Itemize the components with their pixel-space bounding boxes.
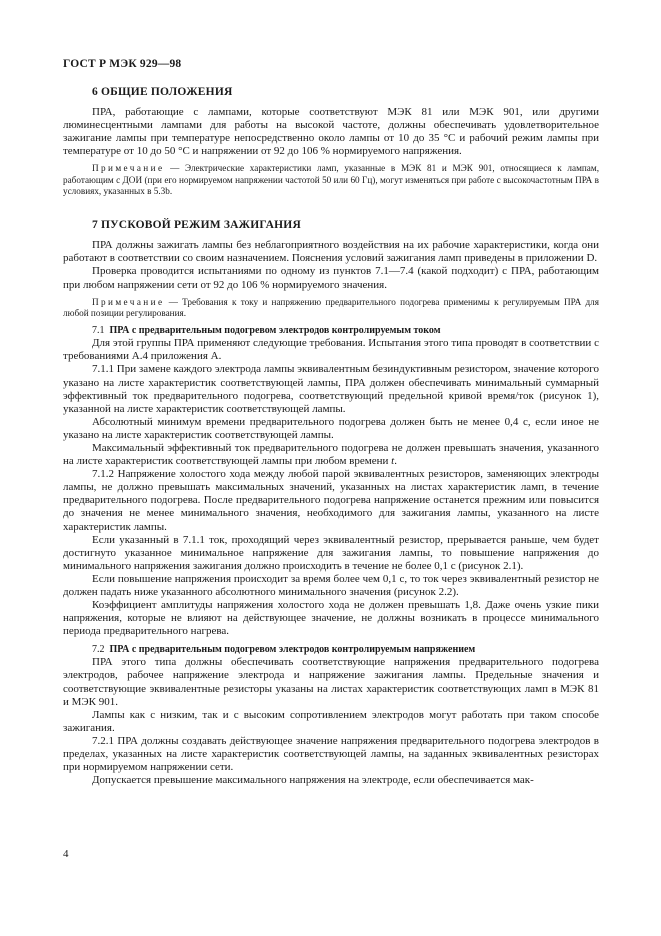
subsection-title: ПРА с предварительным подогревом электродов контролируемым током	[109, 325, 441, 337]
subsection-7-2-title	[63, 644, 599, 656]
text-run: .	[394, 455, 397, 468]
subsection-number: 7.2	[92, 644, 105, 656]
paragraph: ПРА этого типа должны обеспечивать соответствующие напряжения предварительного подогрева электродов, рабочее напряжение электрода и напряжение зажигания лампы. Предельные значения и соответствующие эквивалентные резисторы указаны на листах характеристик соответствующих ламп в МЭК 81 и МЭК 901.	[63, 656, 599, 708]
note-text: — Требования к току и напряжению предварительного подогрева применимы к регулируемым ПРА для любой позиции регулирования.	[63, 296, 599, 318]
section-7-paragraph-2: Проверка проводится испытаниями по одному из пунктов 7.1—7.4 (какой подходит) с ПРА, работающим при любом напряжении сети от 92 до 106 % нормируемого значения.	[63, 265, 599, 291]
subsection-7-1-title	[63, 325, 599, 337]
variable: t	[391, 455, 395, 468]
paragraph: Если указанный в 7.1.1 ток, проходящий через эквивалентный резистор, прерывается раньше, чем будет достигнуто указанное минимальное напряжение для зажигания лампы, то повышение напряжения до минимального напряжения зажигания должно происходить в течение не более 0,1 с (рисунок 2.1).	[63, 533, 599, 572]
page-number: 4	[63, 848, 69, 860]
running-title: ГОСТ Р МЭК 929—98	[63, 58, 182, 70]
paragraph: Лампы как с низким, так и с высоким сопротивлением электродов могут работать при таком способе зажигания.	[63, 708, 599, 734]
section-7-note	[63, 297, 599, 320]
page-content	[63, 58, 599, 787]
clause-7-2-1: 7.2.1 ПРА должны создавать действующее значение напряжения предварительного подогрева электродов в пределах, указанных на листе характеристик соответствующей лампы, на заданных эквивалентных резисторах при нормируемом напряжении сети.	[63, 734, 599, 774]
clause-7-1-2: 7.1.2 Напряжение холостого хода между любой парой эквивалентных резисторов, заменяющих электроды лампы, не должно превышать максимальных значений, указанных на листах характеристик ламп, в течение предварительного подогрева. После предварительного подогрева напряжение останется прежним или повысится до значения не менее минимального значения, необходимого для зажигания лампы, указанного на листе характеристик лампы.	[63, 468, 599, 533]
paragraph: Если повышение напряжения происходит за время более чем 0,1 с, то ток через эквивалентный резистор не должен падать ниже указанного абсолютного минимального значения (рисунок 2.2).	[63, 572, 599, 599]
section-6-paragraph: ПРА, работающие с лампами, которые соответствуют МЭК 81 или МЭК 901, или другими люминесцентными лампами для работы на высокой частоте, должны обеспечивать удовлетворительное зажигание лампы при температуре непосредственно около лампы от 10 до 35 °С и рабочий режим лампы при температуре от 10 до 50 °С и напряжении от 92 до 106 % нормируемого напряжения.	[63, 106, 599, 158]
note-text: — Электрические характеристики ламп, указанные в МЭК 81 и МЭК 901, относящиеся к лампам, работающим с ДОИ (при его нормируемом напряжении частотой 50 или 60 Гц), могут изменяться при работе с высокочастотным ПРА в условиях, указанных в 5.3b.	[63, 163, 599, 196]
subsection-title: ПРА с предварительным подогревом электродов контролируемым напряжением	[109, 644, 476, 656]
paragraph	[63, 442, 599, 468]
paragraph: Коэффициент амплитуды напряжения холостого хода не должен превышать 1,8. Даже очень узкие пики напряжения, которые не влияют на действующее значение, не должны возникать в процессе минимального периода предварительного нагрева.	[63, 599, 599, 638]
section-6-note	[63, 163, 599, 197]
section-7-paragraph-1: ПРА должны зажигать лампы без неблагоприятного воздействия на их рабочие характеристики, когда они работают в соответствии со своим назначением. Пояснения условий зажигания ламп приведены в приложении D.	[63, 239, 599, 265]
paragraph: Допускается превышение максимального напряжения на электроде, если обеспечивается мак-	[92, 774, 534, 787]
section-7-title: 7 ПУСКОВОЙ РЕЖИМ ЗАЖИГАНИЯ	[92, 219, 301, 232]
paragraph: Для этой группы ПРА применяют следующие требования. Испытания этого типа проводят в соответствии с требованиями А.4 приложения А.	[63, 337, 599, 363]
section-6-title: 6 ОБЩИЕ ПОЛОЖЕНИЯ	[92, 86, 233, 98]
note-label: Примечание	[92, 296, 165, 307]
text-run: Максимальный эффективный ток предварительного подогрева не должен превышать значения, указанного на листе характеристик соответствующей лампы при любом времени	[63, 441, 599, 468]
clause-7-1-1: 7.1.1 При замене каждого электрода лампы эквивалентным безиндуктивным резистором, значение которого указано на листе характеристик соответствующей лампы, ПРА должен обеспечивать минимальный суммарный эффективный ток предварительного подогрева, соответствующий предельной кривой время/ток (рисунок 1), указанной на листе характеристик соответствующей лампы.	[63, 363, 599, 415]
paragraph: Абсолютный минимум времени предварительного подогрева должен быть не менее 0,4 с, если иное не указано на листе характеристик соответствующей лампы.	[63, 415, 599, 441]
note-label: Примечание	[92, 163, 165, 174]
subsection-number: 7.1	[92, 325, 105, 337]
